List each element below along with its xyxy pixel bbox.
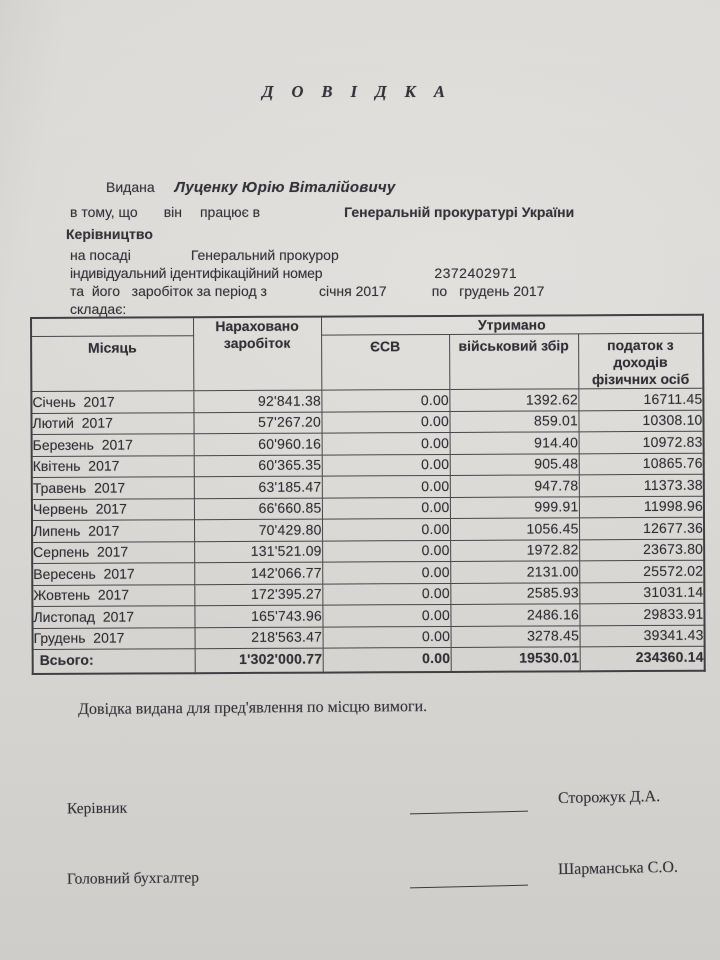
total-tax: 234360.14 <box>580 646 705 671</box>
cell-month: Травень 2017 <box>32 477 194 499</box>
cell-month: Грудень 2017 <box>33 627 195 649</box>
table-total-row <box>33 646 705 674</box>
person-name: Луценку Юрію Віталійовичу <box>174 179 396 196</box>
remark-text: Довідка видана для пред'явлення по місцю вимоги. <box>78 697 428 718</box>
cell-accrued: 131'521.09 <box>194 541 322 563</box>
salary-table <box>30 314 706 675</box>
header-withheld: Утримано <box>321 315 703 335</box>
cell-accrued: 142'066.77 <box>194 562 322 584</box>
signature-line-director <box>410 811 528 815</box>
cell-military: 999.91 <box>450 496 579 518</box>
header-military: військовий збір <box>449 334 578 390</box>
cell-military: 1392.62 <box>449 389 578 411</box>
cell-month: Січень 2017 <box>31 391 193 413</box>
cell-month: Лютий 2017 <box>31 412 193 434</box>
signature-role-director: Керівник <box>66 799 128 818</box>
intro-line-issued <box>106 179 395 196</box>
issued-label: Видана <box>106 179 155 195</box>
cell-accrued: 92'841.38 <box>193 390 321 412</box>
cell-month: Березень 2017 <box>32 434 194 456</box>
cell-tax: 29833.91 <box>579 603 704 625</box>
cell-accrued: 63'185.47 <box>194 476 322 498</box>
total-esv: 0.00 <box>323 647 451 672</box>
cell-tax: 25572.02 <box>579 560 704 582</box>
works-pre: в тому, що <box>70 204 138 220</box>
cell-esv: 0.00 <box>322 540 450 562</box>
header-accrued-line2: заробіток <box>223 334 291 352</box>
cell-military: 2131.00 <box>450 561 579 583</box>
cell-esv: 0.00 <box>322 604 450 626</box>
header-accrued <box>193 317 321 391</box>
period-to-label: по <box>431 283 448 299</box>
cell-accrued: 218'563.47 <box>195 627 323 649</box>
cell-military: 1972.82 <box>450 539 579 561</box>
cell-esv: 0.00 <box>322 454 450 476</box>
cell-military: 905.48 <box>450 453 579 475</box>
position-label: на посаді <box>70 247 131 263</box>
cell-tax: 16711.45 <box>578 388 703 410</box>
cell-accrued: 172'395.27 <box>194 584 322 606</box>
document-title: Д О В І Д К А <box>262 82 452 101</box>
cell-military: 2486.16 <box>450 604 579 626</box>
cell-accrued: 66'660.85 <box>194 498 322 520</box>
header-esv: ЄСВ <box>321 334 449 390</box>
cell-month: Квітень 2017 <box>32 455 194 477</box>
cell-military: 947.78 <box>450 475 579 497</box>
total-military: 19530.01 <box>451 647 580 672</box>
cell-tax: 31031.14 <box>579 582 704 604</box>
signature-name-accountant: Шарманська С.О. <box>557 858 679 879</box>
cell-esv: 0.00 <box>322 583 450 605</box>
cell-month: Жовтень 2017 <box>32 584 194 606</box>
signature-role-accountant: Головний бухгалтер <box>66 869 200 888</box>
cell-esv: 0.00 <box>322 432 450 454</box>
period-from: січня 2017 <box>318 283 387 299</box>
cell-tax: 11373.38 <box>579 474 704 496</box>
cell-month: Листопад 2017 <box>32 606 194 628</box>
header-tax <box>578 333 703 389</box>
header-tax-line2: фізичних осіб <box>591 370 690 388</box>
cell-accrued: 57'267.20 <box>193 412 321 434</box>
position-value: Генеральний прокурор <box>190 247 339 263</box>
table-header-row-2 <box>31 333 703 391</box>
cell-accrued: 60'365.35 <box>194 455 322 477</box>
intro-line-id <box>70 265 517 281</box>
cell-military: 914.40 <box>450 432 579 454</box>
total-accrued: 1'302'000.77 <box>195 648 323 673</box>
cell-month: Липень 2017 <box>32 520 194 542</box>
cell-tax: 10865.76 <box>579 453 704 475</box>
signature-line-accountant <box>410 885 528 889</box>
intro-line-works <box>70 204 574 220</box>
cell-esv: 0.00 <box>322 497 450 519</box>
header-accrued-line1: Нараховано <box>215 317 299 335</box>
cell-tax: 12677.36 <box>579 517 704 539</box>
cell-month: Серпень 2017 <box>32 541 194 563</box>
signature-name-director: Сторожук Д.А. <box>557 788 661 807</box>
period-label: та його заробіток за період з <box>70 283 267 299</box>
organization-name: Генеральній прокуратурі України <box>344 204 575 220</box>
intro-line-position <box>70 247 339 263</box>
cell-esv: 0.00 <box>321 411 449 433</box>
cell-accrued: 60'960.16 <box>194 433 322 455</box>
header-month: Місяць <box>31 336 193 392</box>
cell-tax: 39341.43 <box>580 625 705 647</box>
cell-month: Вересень 2017 <box>32 563 194 585</box>
id-number: 2372402971 <box>434 265 518 281</box>
cell-esv: 0.00 <box>321 389 449 411</box>
cell-esv: 0.00 <box>322 561 450 583</box>
cell-tax: 10308.10 <box>578 410 703 432</box>
cell-tax: 10972.83 <box>579 431 704 453</box>
amounts-label: складає: <box>70 301 127 317</box>
period-to: грудень 2017 <box>459 283 545 299</box>
works-he: він <box>163 204 182 220</box>
cell-esv: 0.00 <box>322 518 450 540</box>
intro-line-period <box>70 283 544 299</box>
cell-military: 1056.45 <box>450 518 579 540</box>
cell-accrued: 70'429.80 <box>194 519 322 541</box>
cell-esv: 0.00 <box>322 475 450 497</box>
id-label: індивідуальний ідентифікаційний номер <box>70 265 323 281</box>
cell-esv: 0.00 <box>323 626 451 648</box>
header-tax-line1: податок з доходів <box>607 336 674 371</box>
header-empty-cell <box>31 317 193 336</box>
works-verb: працює в <box>199 204 261 220</box>
cell-month: Червень 2017 <box>32 498 194 520</box>
cell-military: 2585.93 <box>450 582 579 604</box>
cell-tax: 11998.96 <box>579 496 704 518</box>
total-label: Всього: <box>33 649 195 674</box>
cell-military: 859.01 <box>449 410 578 432</box>
cell-military: 3278.45 <box>451 625 580 647</box>
cell-tax: 23673.80 <box>579 539 704 561</box>
cell-accrued: 165'743.96 <box>194 605 322 627</box>
department-name: Керівництво <box>66 226 153 242</box>
